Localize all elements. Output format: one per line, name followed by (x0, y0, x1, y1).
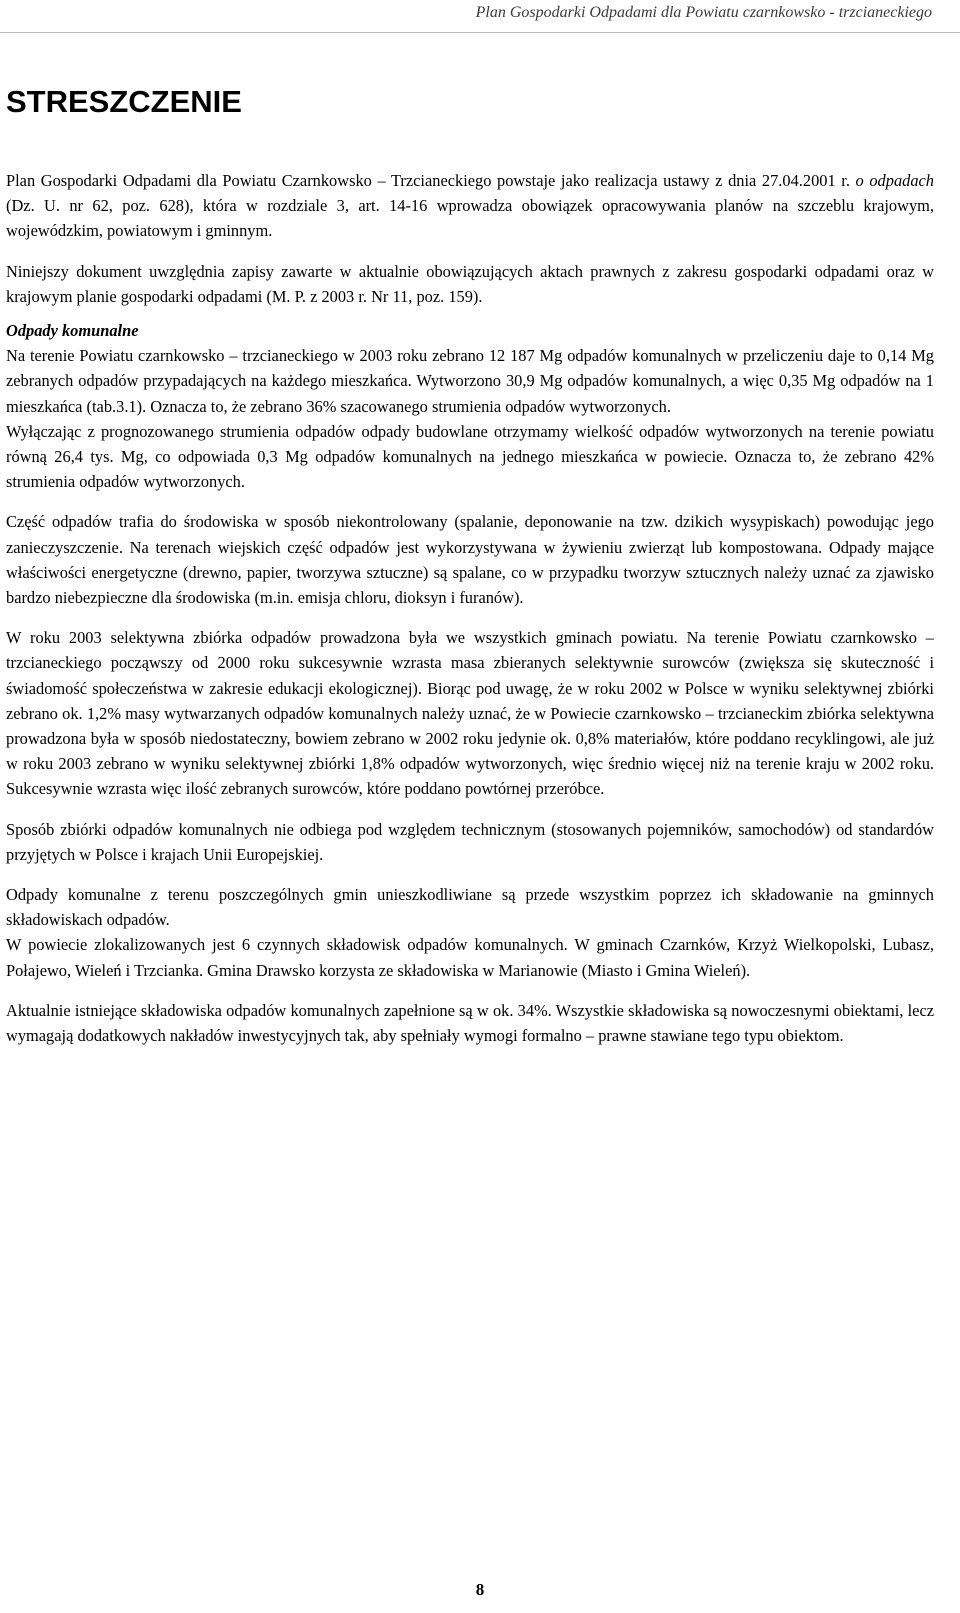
section-paragraph-8: Aktualnie istniejące składowiska odpadów komunalnych zapełnione są w ok. 34%. Wszystkie składowiska są nowoczesnymi obiektami, lecz wymagają dodatkowych nakładów inwestycyjnych tak, aby spełniały wymogi formalno – prawne stawiane tego typu obiektom. (6, 1000, 934, 1046)
intro-paragraph-1 (6, 168, 934, 244)
intro-text-b: (Dz. U. nr 62, poz. 628), która w rozdziale 3, art. 14-16 wprowadza obowiązek opracowywania planów na szczeblu krajowym, wojewódzkim, powiatowym i gminnym. (6, 196, 934, 241)
section-paragraph-1: Na terenie Powiatu czarnkowsko – trzcianeckiego w 2003 roku zebrano 12 187 Mg odpadów komunalnych w przeliczeniu daje to 0,14 Mg zebranych odpadów przypadających na każdego mieszkańca. Wytworzono 30,9 Mg odpadów komunalnych, a więc 0,35 Mg odpadów na 1 mieszkańca (tab.3.1). Oznacza to, że zebrano 36% szacowanego strumienia odpadów wytworzonych. (6, 346, 934, 416)
header-rule (0, 32, 960, 33)
section-paragraph-7: W powiecie zlokalizowanych jest 6 czynnych składowisk odpadów komunalnych. W gminach Czarnków, Krzyż Wielkopolski, Lubasz, Połajewo, Wieleń i Trzcianka. Gmina Drawsko korzysta ze składowiska w Marianowie (Miasto i Gmina Wieleń). (6, 935, 934, 980)
page-title: STRESZCZENIE (6, 84, 242, 119)
section-block (6, 318, 934, 419)
intro-paragraph-2: Niniejszy dokument uwzględnia zapisy zawarte w aktualnie obowiązujących aktach prawnych z zakresu gospodarki odpadami oraz w krajowym planie gospodarki odpadami (M. P. z 2003 r. Nr 11, poz. 159). (6, 261, 934, 306)
section-heading: Odpady komunalne (6, 321, 139, 341)
section-paragraph-3: Część odpadów trafia do środowiska w sposób niekontrolowany (spalanie, deponowanie na tzw. dzikich wysypiskach) powodując jego zanieczyszczenie. Na terenach wiejskich część odpadów jest wykorzystywana w żywieniu zwierząt lub kompostowana. Odpady mające właściwości energetyczne (drewno, papier, tworzywa sztuczne) są spalane, co w przypadku tworzyw sztucznych należy uznać za zjawisko bardzo niebezpieczne dla środowiska (m.in. emisja chloru, dioksyn i furanów). (6, 512, 934, 608)
section-paragraph-5: Sposób zbiórki odpadów komunalnych nie odbiega pod względem technicznym (stosowanych pojemników, samochodów) od standardów przyjętych w Polsce i krajach Unii Europejskiej. (6, 819, 934, 864)
page-number: 8 (475, 1580, 485, 1599)
section-paragraph-6: Odpady komunalne z terenu poszczególnych gmin unieszkodliwiane są przede wszystkim poprzez ich składowanie na gminnych składowiskach odpadów. (6, 885, 934, 930)
running-header: Plan Gospodarki Odpadami dla Powiatu czarnkowsko - trzcianeckiego (475, 4, 932, 21)
section-paragraph-4: W roku 2003 selektywna zbiórka odpadów prowadzona była we wszystkich gminach powiatu. Na terenie Powiatu czarnkowsko – trzcianeckiego począwszy od 2000 roku sukcesywnie wzrasta masa zbieranych selektywnie surowców (zwiększa się skuteczność i świadomość społeczeństwa w zakresie edukacji ekologicznej). Biorąc pod uwagę, że w roku 2002 w Polsce w wyniku selektywnej zbiórki zebrano ok. 1,2% masy wytwarzanych odpadów komunalnych należy uznać, że w Powiecie czarnkowsko – trzcianeckim zbiórka selektywna prowadzona była w sposób niedostateczny, bowiem zebrano w 2002 roku jedynie ok. 0,8% materiałów, które poddano recyklingowi, ale już w roku 2003 zebrano w wyniku selektywnej zbiórki 1,8% odpadów wytworzonych, więc średnio więcej niż na terenie kraju w 2002 roku. Sukcesywnie wzrasta więc ilość zebranych surowców, które poddano powtórnej przeróbce. (6, 628, 934, 799)
section-paragraph-2: Wyłączając z prognozowanego strumienia odpadów odpady budowlane otrzymamy wielkość odpadów wytworzonych na terenie powiatu równą 26,4 tys. Mg, co odpowiada 0,3 Mg odpadów komunalnych na jednego mieszkańca w powiecie. Oznacza to, że zebrano 42% strumienia odpadów wytworzonych. (6, 421, 934, 492)
intro-text-a: Plan Gospodarki Odpadami dla Powiatu Czarnkowsko – Trzcianeckiego powstaje jako realizacja ustawy z dnia 27.04.2001 r. (6, 171, 856, 190)
document-body (6, 168, 934, 1048)
intro-act-title: o odpadach (855, 171, 934, 190)
